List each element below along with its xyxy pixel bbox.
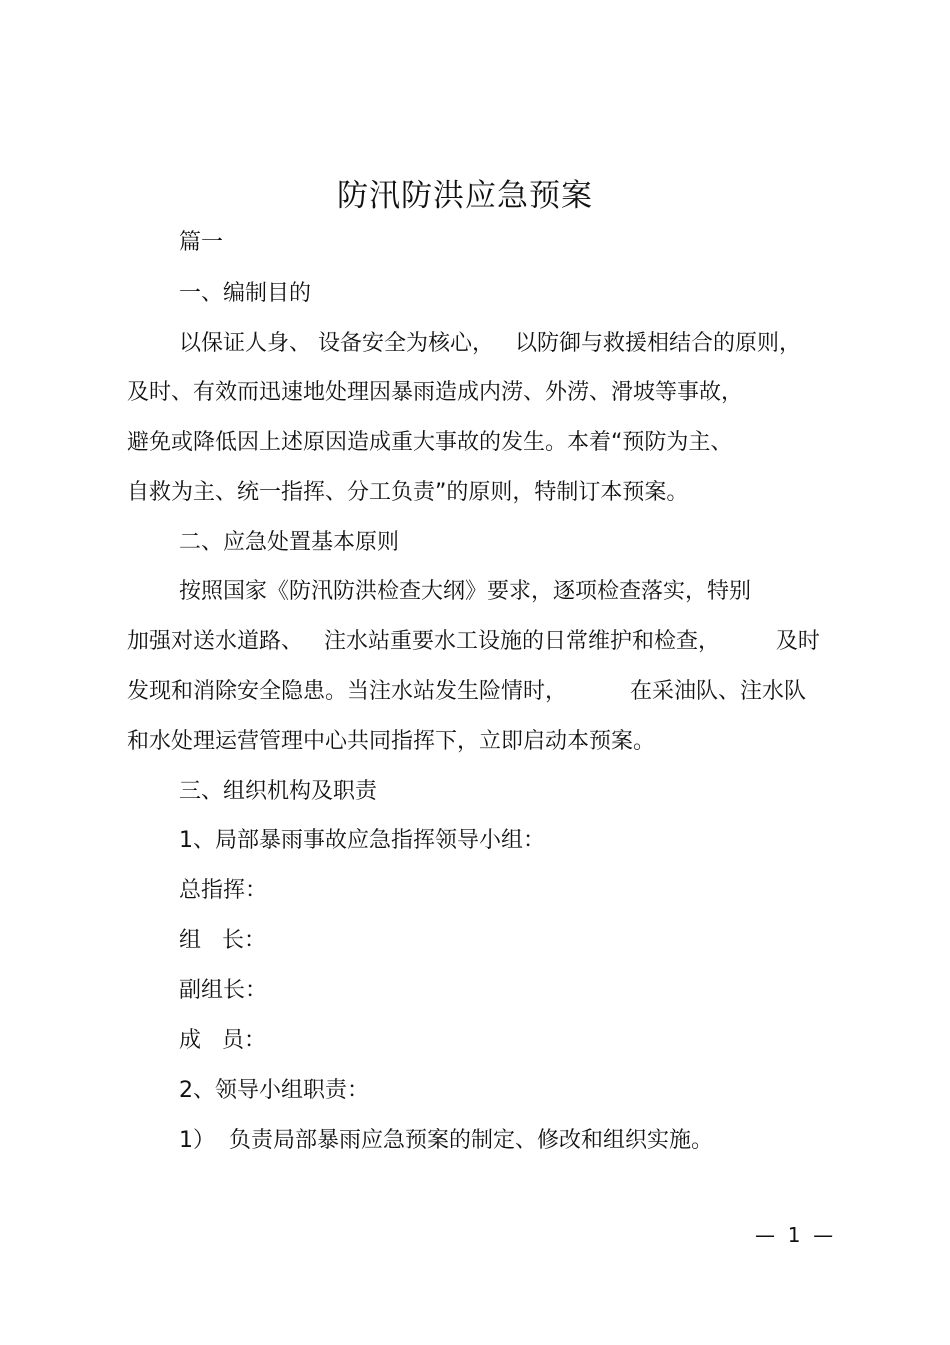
chapter-label: 篇一 [179,230,224,255]
paragraph-line: 自救为主、统一指挥、分工负责”的原则，特制订本预案。 [127,480,689,505]
list-item: 1） 负责局部暴雨应急预案的制定、修改和组织实施。 [179,1128,713,1153]
paragraph-line: 加强对送水道路、 注水站重要水工设施的日常维护和检查， 及时 [127,629,820,654]
paragraph-line: 发现和消除安全隐患。当注水站发生险情时， 在采油队、注水队 [127,679,806,704]
list-item: 2、领导小组职责： [179,1078,369,1103]
role-label: 总指挥： [179,878,268,903]
section-heading: 二、应急处置基本原则 [179,530,400,555]
section-heading: 三、组织机构及职责 [179,779,378,804]
role-label: 组 长： [179,928,266,953]
paragraph-line: 以保证人身、 设备安全为核心， 以防御与救援相结合的原则， [179,331,801,356]
paragraph-line: 按照国家《防汛防洪检查大纲》要求，逐项检查落实，特别 [179,579,752,604]
paragraph-line: 及时、有效而迅速地处理因暴雨造成内涝、外涝、滑坡等事故， [127,380,744,405]
document-title: 防汛防洪应急预案 [337,178,593,214]
role-label: 成 员： [179,1028,266,1053]
list-item: 1、局部暴雨事故应急指挥领导小组： [179,828,545,853]
section-heading: 一、编制目的 [179,281,312,306]
paragraph-line: 避免或降低因上述原因造成重大事故的发生。本着“预防为主、 [127,430,733,455]
paragraph-line: 和水处理运营管理中心共同指挥下，立即启动本预案。 [127,729,656,754]
role-label: 副组长： [179,978,268,1003]
page-number: — 1 — [755,1223,834,1247]
